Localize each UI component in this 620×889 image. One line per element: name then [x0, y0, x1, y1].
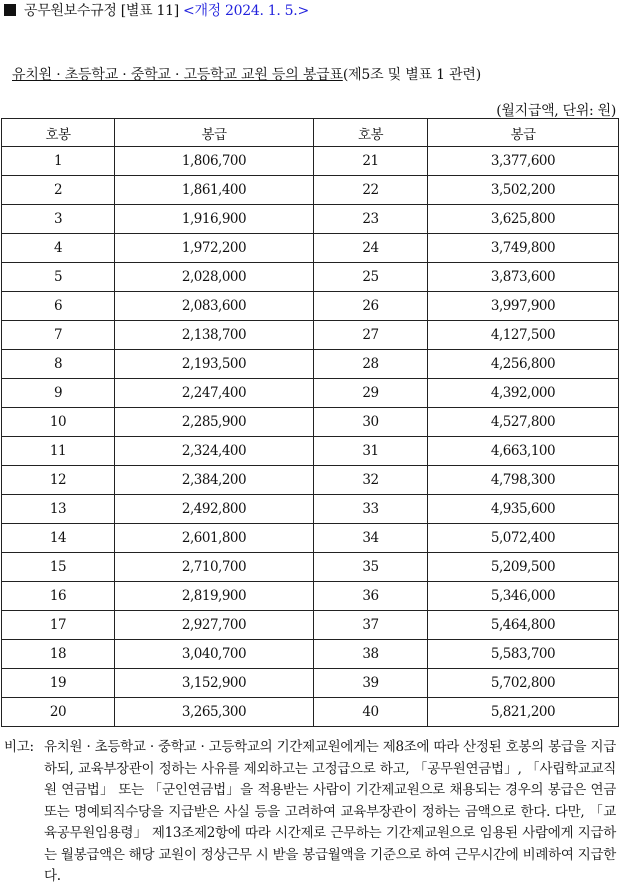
salary-cell: 2,285,900 — [115, 408, 314, 437]
salary-cell: 4,127,500 — [428, 321, 619, 350]
step-cell: 13 — [2, 495, 115, 524]
col-header-step: 호봉 — [2, 119, 115, 147]
table-row — [2, 524, 619, 553]
step-cell: 39 — [314, 669, 428, 698]
step-cell: 34 — [314, 524, 428, 553]
title-ref: (제5조 및 별표 1 관련) — [342, 67, 482, 83]
salary-cell: 5,583,700 — [428, 640, 619, 669]
salary-cell: 1,861,400 — [115, 176, 314, 205]
step-cell: 28 — [314, 350, 428, 379]
step-cell: 29 — [314, 379, 428, 408]
salary-cell: 3,749,800 — [428, 234, 619, 263]
step-cell: 21 — [314, 147, 428, 176]
table-title — [12, 64, 481, 84]
salary-table — [1, 118, 619, 727]
table-row — [2, 234, 619, 263]
document-header — [4, 0, 309, 20]
step-cell: 8 — [2, 350, 115, 379]
title-main: 유치원 · 초등학교 · 중학교 · 고등학교 교원 등의 봉급표 — [12, 67, 343, 83]
salary-cell: 3,873,600 — [428, 263, 619, 292]
salary-cell: 2,247,400 — [115, 379, 314, 408]
step-cell: 4 — [2, 234, 115, 263]
step-cell: 33 — [314, 495, 428, 524]
salary-cell: 4,935,600 — [428, 495, 619, 524]
table-row — [2, 263, 619, 292]
salary-cell: 4,798,300 — [428, 466, 619, 495]
step-cell: 40 — [314, 698, 428, 727]
step-cell: 3 — [2, 205, 115, 234]
step-cell: 16 — [2, 582, 115, 611]
remarks — [4, 737, 616, 888]
step-cell: 24 — [314, 234, 428, 263]
salary-cell: 5,702,800 — [428, 669, 619, 698]
step-cell: 31 — [314, 437, 428, 466]
salary-cell: 2,384,200 — [115, 466, 314, 495]
table-row — [2, 321, 619, 350]
table-row — [2, 582, 619, 611]
table-row — [2, 147, 619, 176]
step-cell: 10 — [2, 408, 115, 437]
salary-cell: 2,193,500 — [115, 350, 314, 379]
step-cell: 11 — [2, 437, 115, 466]
table-row — [2, 437, 619, 466]
table-row — [2, 553, 619, 582]
table-row — [2, 495, 619, 524]
salary-cell: 5,072,400 — [428, 524, 619, 553]
table-row — [2, 640, 619, 669]
salary-cell: 4,527,800 — [428, 408, 619, 437]
salary-cell: 3,152,900 — [115, 669, 314, 698]
salary-cell: 3,040,700 — [115, 640, 314, 669]
salary-cell: 1,916,900 — [115, 205, 314, 234]
salary-cell: 2,138,700 — [115, 321, 314, 350]
step-cell: 25 — [314, 263, 428, 292]
remarks-text: 유치원 · 초등학교 · 중학교 · 고등학교의 기간제교원에게는 제8조에 따라 산정된 호봉의 봉급을 지급하되, 교육부장관이 정하는 사유를 제외하고는 고정급으로 하고, 「공무원연금법」, 「사립학교교직원 연금법」 또는 「군인연금법」을 적용받는 사람이 기간제교원으로 채용되는 경우의 봉급은 연금 또는 명예퇴직수당을 지급받은 사실 등을 고려하여 교육부장관이 정하는 금액으로 한다. 다만, 「교육공무원임용령」 제13조제2항에 따라 시간제로 근무하는 기간제교원으로 임용된 사람에게 지급하는 월봉급액은 해당 교원이 정상근무 시 받을 봉급월액을 기준으로 하여 근무시간에 비례하여 지급한다. — [44, 739, 616, 884]
table-row — [2, 698, 619, 727]
salary-cell: 3,997,900 — [428, 292, 619, 321]
step-cell: 30 — [314, 408, 428, 437]
step-cell: 27 — [314, 321, 428, 350]
step-cell: 32 — [314, 466, 428, 495]
salary-cell: 2,927,700 — [115, 611, 314, 640]
step-cell: 6 — [2, 292, 115, 321]
table-row — [2, 205, 619, 234]
salary-cell: 5,346,000 — [428, 582, 619, 611]
salary-cell: 4,392,000 — [428, 379, 619, 408]
step-cell: 7 — [2, 321, 115, 350]
table-row — [2, 611, 619, 640]
step-cell: 5 — [2, 263, 115, 292]
step-cell: 22 — [314, 176, 428, 205]
table-row — [2, 408, 619, 437]
table-row — [2, 176, 619, 205]
salary-cell: 1,972,200 — [115, 234, 314, 263]
salary-cell: 4,663,100 — [428, 437, 619, 466]
step-cell: 19 — [2, 669, 115, 698]
step-cell: 12 — [2, 466, 115, 495]
revision-date: <개정 2024. 1. 5.> — [183, 3, 309, 19]
table-row — [2, 466, 619, 495]
step-cell: 35 — [314, 553, 428, 582]
salary-cell: 2,601,800 — [115, 524, 314, 553]
table-row — [2, 292, 619, 321]
salary-cell: 3,502,200 — [428, 176, 619, 205]
table-row — [2, 669, 619, 698]
salary-cell: 2,819,900 — [115, 582, 314, 611]
remarks-label: 비고: — [4, 739, 34, 755]
salary-cell: 4,256,800 — [428, 350, 619, 379]
step-cell: 14 — [2, 524, 115, 553]
step-cell: 36 — [314, 582, 428, 611]
col-header-salary: 봉급 — [428, 119, 619, 147]
step-cell: 17 — [2, 611, 115, 640]
step-cell: 2 — [2, 176, 115, 205]
unit-label: (월지급액, 단위: 원) — [496, 103, 616, 119]
square-bullet-icon — [4, 4, 16, 16]
step-cell: 9 — [2, 379, 115, 408]
step-cell: 20 — [2, 698, 115, 727]
salary-cell: 2,324,400 — [115, 437, 314, 466]
step-cell: 37 — [314, 611, 428, 640]
table-row — [2, 350, 619, 379]
step-cell: 38 — [314, 640, 428, 669]
header-text: 공무원보수규정 [별표 11] — [24, 3, 179, 19]
salary-cell: 3,625,800 — [428, 205, 619, 234]
table-row — [2, 379, 619, 408]
salary-cell: 2,492,800 — [115, 495, 314, 524]
salary-cell: 5,464,800 — [428, 611, 619, 640]
col-header-step: 호봉 — [314, 119, 428, 147]
salary-cell: 3,265,300 — [115, 698, 314, 727]
col-header-salary: 봉급 — [115, 119, 314, 147]
step-cell: 23 — [314, 205, 428, 234]
salary-cell: 5,821,200 — [428, 698, 619, 727]
table-header-row — [2, 119, 619, 147]
step-cell: 18 — [2, 640, 115, 669]
salary-cell: 3,377,600 — [428, 147, 619, 176]
step-cell: 15 — [2, 553, 115, 582]
step-cell: 26 — [314, 292, 428, 321]
salary-cell: 2,028,000 — [115, 263, 314, 292]
salary-cell: 2,710,700 — [115, 553, 314, 582]
salary-cell: 1,806,700 — [115, 147, 314, 176]
salary-cell: 2,083,600 — [115, 292, 314, 321]
salary-cell: 5,209,500 — [428, 553, 619, 582]
step-cell: 1 — [2, 147, 115, 176]
